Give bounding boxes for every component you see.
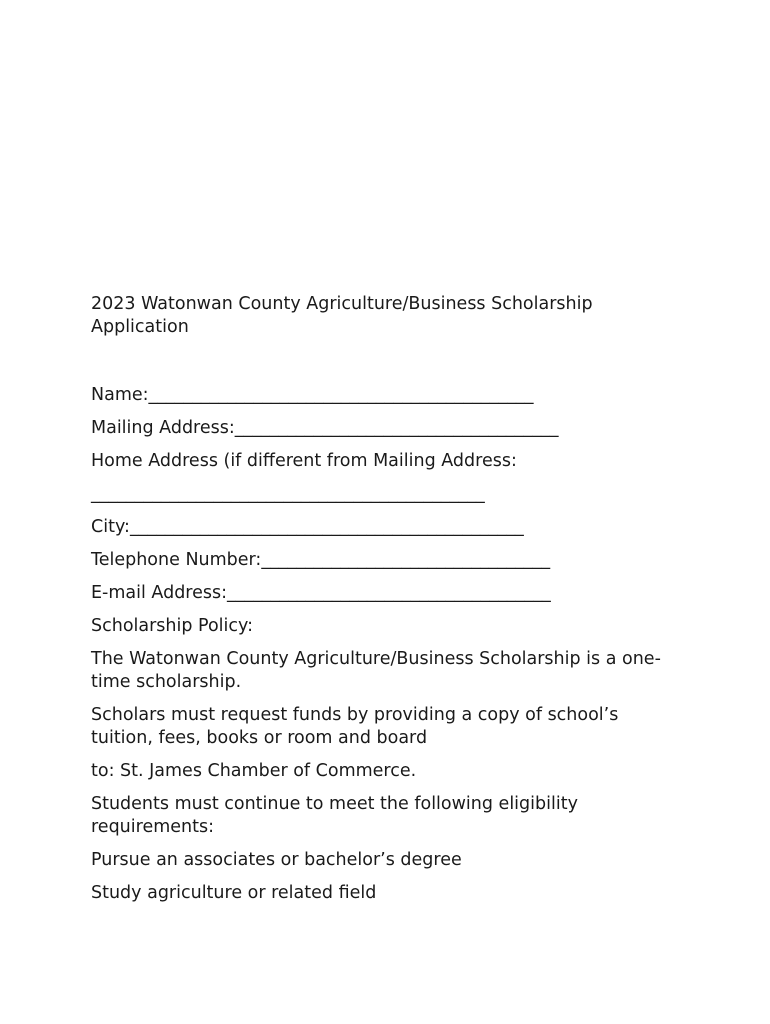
city-field [91, 516, 681, 539]
name-blank-line: ____________________________________________ [148, 385, 534, 405]
scholarship-application-page [91, 293, 681, 915]
name-field [91, 384, 681, 407]
document-title: 2023 Watonwan County Agriculture/Business Scholarship Application [91, 294, 593, 337]
email-blank-line: _____________________________________ [227, 583, 551, 603]
name-label: Name: [91, 385, 149, 405]
mailing-address-field [91, 417, 681, 440]
policy-heading: Scholarship Policy: [91, 616, 254, 636]
city-blank-line: _____________________________________________ [129, 517, 524, 537]
home-address-label: Home Address (if different from Mailing Address: [91, 451, 517, 471]
policy-paragraph-one-time: The Watonwan County Agriculture/Business Scholarship is a one-time scholarship. [91, 649, 661, 692]
mailing-address-blank-line: _____________________________________ [234, 418, 559, 438]
policy-requirement-degree: Pursue an associates or bachelor’s degree [91, 850, 462, 870]
city-label: City: [91, 517, 130, 537]
telephone-label: Telephone Number: [91, 550, 262, 570]
mailing-address-label: Mailing Address: [91, 418, 235, 438]
email-field [91, 582, 681, 605]
telephone-field [91, 549, 681, 572]
policy-paragraph-request-funds: Scholars must request funds by providing a copy of school’s tuition, fees, books or room and board [91, 705, 619, 748]
policy-requirement-field: Study agriculture or related field [91, 883, 377, 903]
home-address-field [91, 450, 681, 473]
email-label: E-mail Address: [91, 583, 228, 603]
policy-paragraph-chamber: to: St. James Chamber of Commerce. [91, 761, 417, 781]
telephone-blank-line: _________________________________ [261, 550, 551, 570]
home-address-blank-line: _____________________________________________ [91, 484, 485, 504]
policy-paragraph-eligibility: Students must continue to meet the following eligibility requirements: [91, 794, 578, 837]
